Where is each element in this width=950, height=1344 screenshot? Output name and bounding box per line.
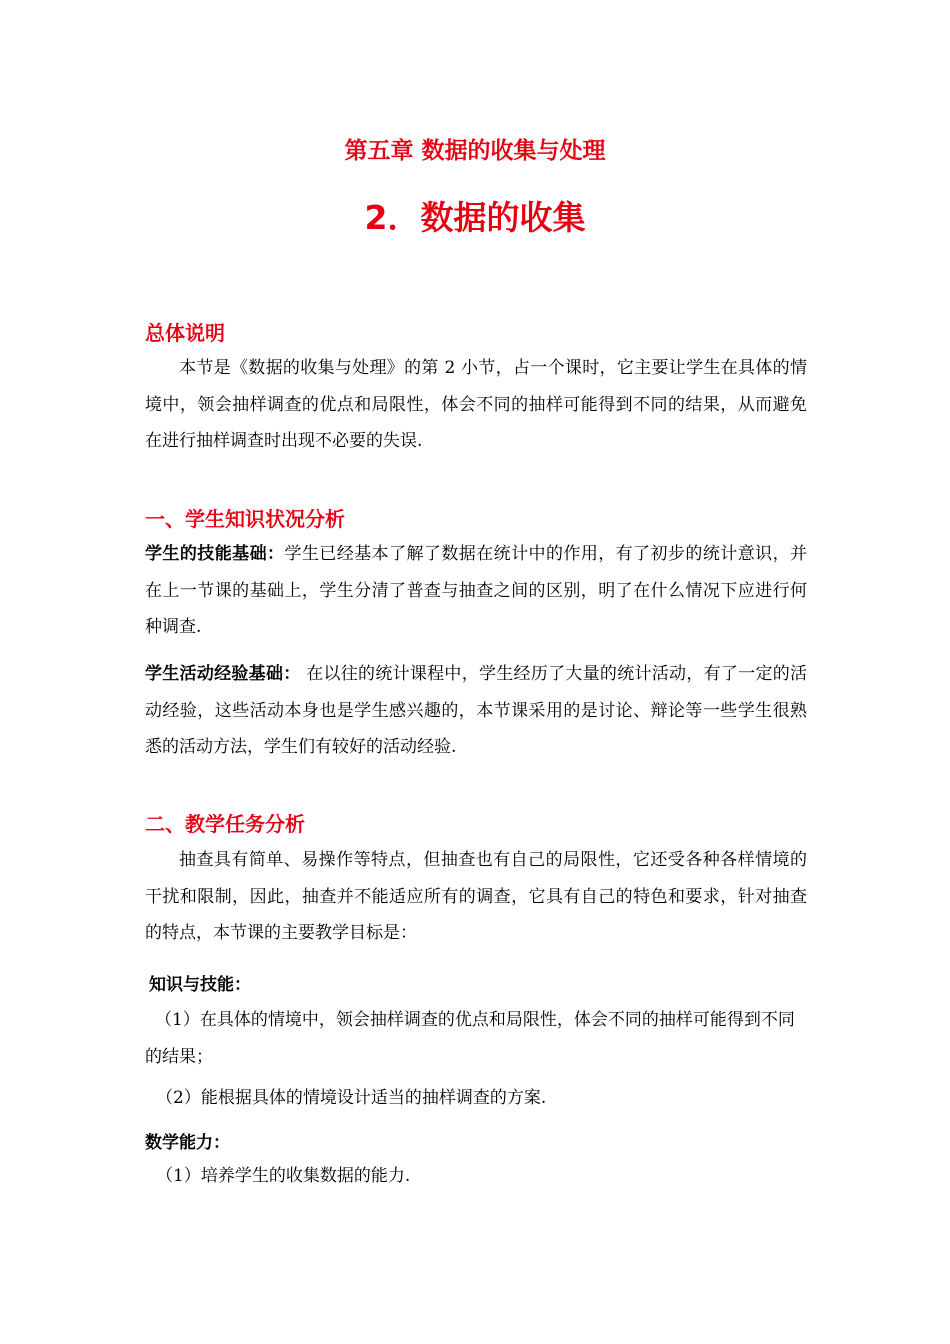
skill-label: 学生的技能基础： bbox=[145, 544, 285, 564]
chapter-title: 第五章 数据的收集与处理 bbox=[344, 138, 606, 164]
overview-paragraph: 本节是《数据的收集与处理》的第 2 小节，占一个课时，它主要让学生在具体的情境中，领会抽样调查的优点和局限性，体会不同的抽样可能得到不同的结果，从而避免在进行抽样调查时出现不必要的失误. bbox=[145, 358, 807, 451]
math-ability-item: （1）培养学生的收集数据的能力. bbox=[156, 1166, 411, 1186]
knowledge-label: 知识与技能： bbox=[149, 975, 251, 995]
activity-paragraph bbox=[145, 656, 807, 766]
part2-intro: 抽查具有简单、易操作等特点，但抽查也有自己的局限性，它还受各种各样情境的干扰和限制，因此，抽查并不能适应所有的调查，它具有自己的特色和要求，针对抽查的特点，本节课的主要教学目标是： bbox=[145, 850, 807, 943]
math-ability-label: 数学能力： bbox=[145, 1133, 230, 1153]
section-title: 2．数据的收集 bbox=[364, 198, 586, 237]
activity-text: 在以往的统计课程中，学生经历了大量的统计活动，有了一定的活动经验，这些活动本身也是学生感兴趣的，本节课采用的是讨论、辩论等一些学生很熟悉的活动方法，学生们有较好的活动经验. bbox=[145, 664, 808, 757]
activity-label: 学生活动经验基础： bbox=[145, 664, 301, 684]
overview-heading: 总体说明 bbox=[145, 321, 225, 345]
part1-heading: 一、学生知识状况分析 bbox=[145, 507, 345, 531]
skill-text: 学生已经基本了解了数据在统计中的作用，有了初步的统计意识，并在上一节课的基础上，学生分清了普查与抽查之间的区别，明了在什么情况下应进行何种调查. bbox=[145, 544, 808, 637]
knowledge-item: （2）能根据具体的情境设计适当的抽样调查的方案. bbox=[156, 1088, 547, 1108]
knowledge-item: （1）在具体的情境中，领会抽样调查的优点和局限性，体会不同的抽样可能得到不同的结果； bbox=[145, 1010, 795, 1067]
skill-paragraph bbox=[145, 536, 807, 646]
part2-heading: 二、教学任务分析 bbox=[145, 812, 305, 836]
